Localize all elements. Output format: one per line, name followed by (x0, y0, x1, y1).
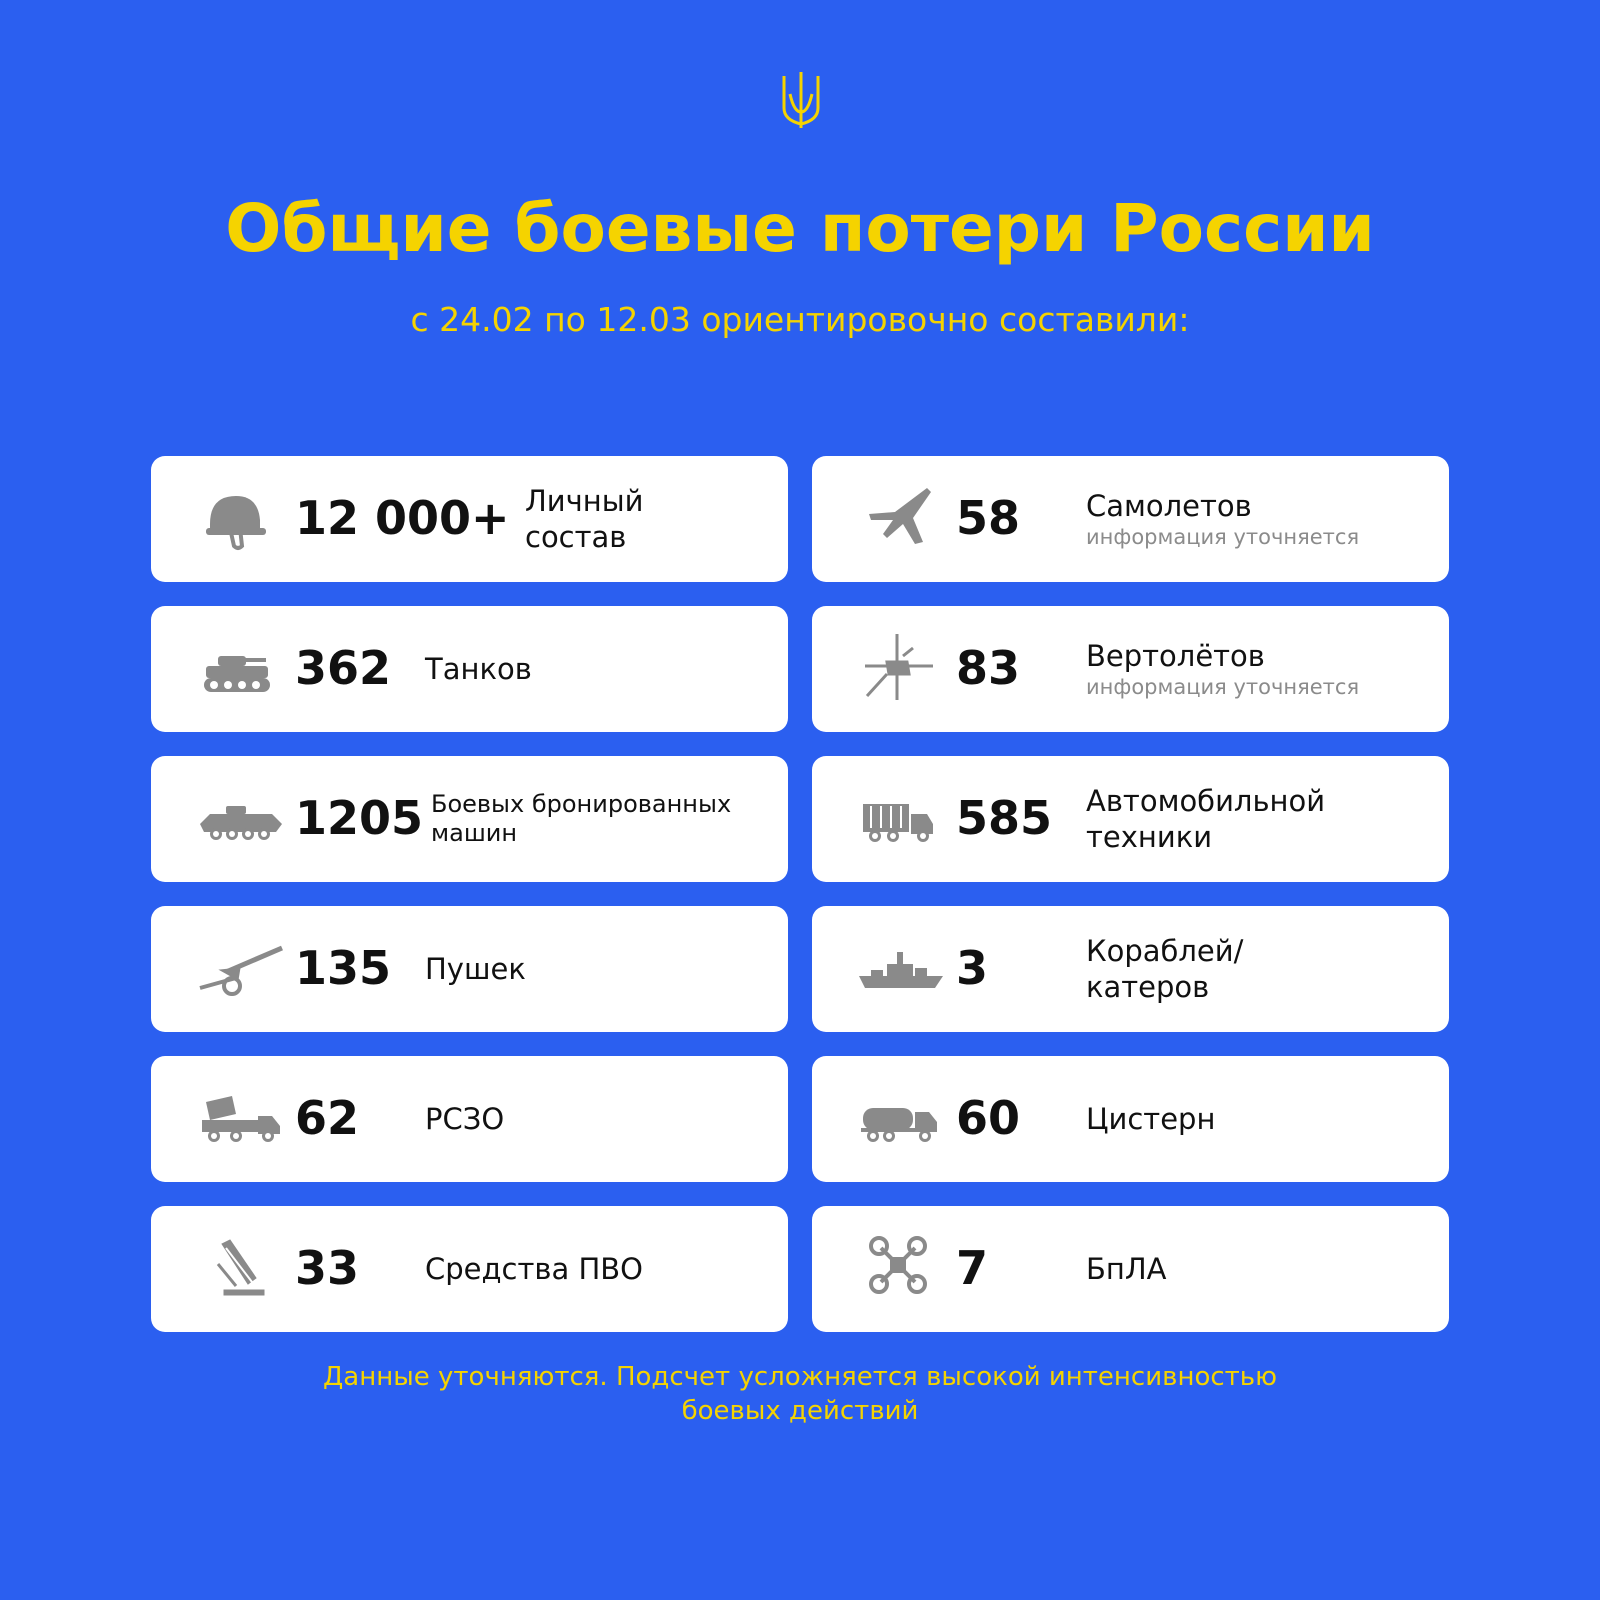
air-defense-icon (196, 1234, 286, 1304)
footer-line-1: Данные уточняются. Подсчет усложняется высокой интенсивностью (322, 1362, 1277, 1392)
stat-label: Личный состав (525, 484, 644, 554)
footer-note (0, 1360, 1600, 1428)
stat-label: Самолетов (1086, 489, 1252, 523)
stat-card-helicopters (812, 606, 1449, 732)
stat-note: информация уточняется (1086, 675, 1360, 699)
stat-label: Вертолётов (1086, 639, 1265, 673)
artillery-icon (196, 934, 286, 1004)
stat-value: 362 (295, 641, 392, 695)
stat-value: 62 (295, 1091, 360, 1145)
truck-icon (857, 784, 947, 854)
stat-label: Цистерн (1086, 1102, 1216, 1136)
stat-label-group (1086, 606, 1436, 732)
stat-card-air-defense (151, 1206, 788, 1332)
stat-label: Автомобильной техники (1086, 784, 1326, 854)
stat-label-group (1086, 456, 1436, 582)
stat-value: 33 (295, 1241, 360, 1295)
stat-label: РСЗО (425, 1102, 505, 1136)
stat-value: 58 (956, 491, 1021, 545)
jet-icon (857, 484, 947, 554)
stat-note: информация уточняется (1086, 525, 1360, 549)
stat-card-ships (812, 906, 1449, 1032)
mlrs-icon (196, 1084, 286, 1154)
stat-label: Боевых бронированных машин (431, 790, 732, 847)
stat-card-personnel (151, 456, 788, 582)
stat-label: Танков (425, 652, 532, 686)
stat-value: 1205 (295, 791, 424, 845)
stat-value: 83 (956, 641, 1021, 695)
stat-value: 12 000+ (295, 491, 510, 545)
apc-icon (196, 784, 286, 854)
ship-icon (857, 934, 947, 1004)
stat-card-apc (151, 756, 788, 882)
footer-line-2: боевых действий (681, 1396, 919, 1426)
stat-label: Кораблей/ катеров (1086, 934, 1244, 1004)
helicopter-icon (857, 634, 947, 704)
tank-icon (196, 634, 286, 704)
stat-card-vehicles (812, 756, 1449, 882)
tanker-icon (857, 1084, 947, 1154)
stat-card-aircraft (812, 456, 1449, 582)
stat-card-artillery (151, 906, 788, 1032)
stat-card-tankers (812, 1056, 1449, 1182)
stat-value: 3 (956, 941, 989, 995)
stat-card-tanks (151, 606, 788, 732)
stat-label: БпЛА (1086, 1252, 1167, 1286)
stat-value: 135 (295, 941, 392, 995)
drone-icon (857, 1234, 947, 1304)
stat-card-mlrs (151, 1056, 788, 1182)
stat-label: Пушек (425, 952, 526, 986)
stat-value: 60 (956, 1091, 1021, 1145)
helmet-icon (196, 484, 286, 554)
stat-value: 7 (956, 1241, 989, 1295)
page-subtitle: с 24.02 по 12.03 ориентировочно составили: (410, 300, 1190, 339)
stat-value: 585 (956, 791, 1053, 845)
stat-label: Средства ПВО (425, 1252, 643, 1286)
page-title: Общие боевые потери России (225, 190, 1375, 267)
trident-emblem-icon (780, 68, 822, 130)
stat-card-drones (812, 1206, 1449, 1332)
